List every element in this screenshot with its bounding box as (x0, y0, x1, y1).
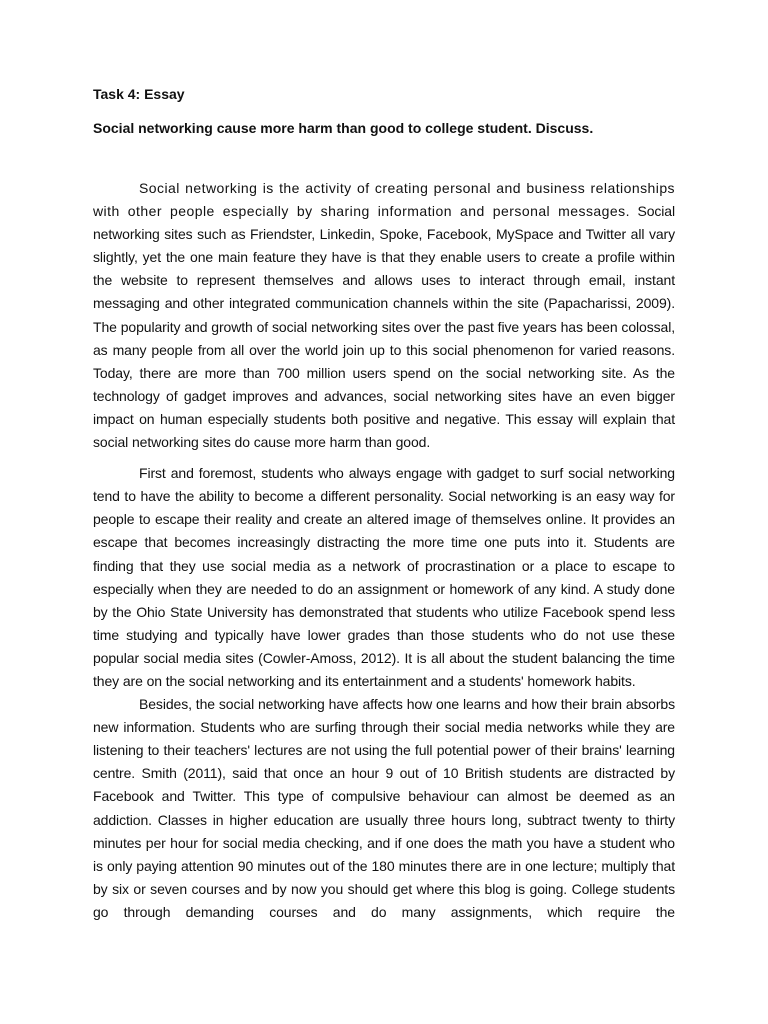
essay-paragraph-2: First and foremost, students who always engage with gadget to surf social networking tend to have the ability to become a different personality. Social networking is an easy way for people to escape their reality and create an altered image of themselves online. It provides an escape that becomes increasingly distracting the more time one puts into it. Students are finding that they use social media as a network of procrastination or a place to escape to especially when they are needed to do an assignment or homework of any kind. A study done by the Ohio State University has demonstrated that students who utilize Facebook spend less time studying and typically have lower grades than those students who do not use these popular social media sites (Cowler-Amoss, 2012). It is all about the student balancing the time they are on the social networking and its entertainment and a students' homework habits. (93, 465, 675, 689)
paragraph-1-lead: Social networking is the activity of creating personal and business relationships with other people especially by sharing information and personal messages. (93, 180, 675, 220)
task-label: Task 4: Essay (93, 86, 185, 102)
document-body (93, 84, 675, 924)
essay-paragraph-3: Besides, the social networking have affects how one learns and how their brain absorbs new information. Students who are surfing through their social media networks while they are listening to their teachers' lectures are not using the full potential power of their brains' learning centre. Smith (2011), said that once an hour 9 out of 10 British students are distracted by Facebook and Twitter. This type of compulsive behaviour can almost be deemed as an addiction. Classes in higher education are usually three hours long, subtract twenty to thirty minutes per hour for social media checking, and if one does the math you have a student who is only paying attention 90 minutes out of the 180 minutes there are in one lecture; multiply that by six or seven courses and by now you should get where this blog is going. College students go through demanding courses and do many assignments, which require the (93, 696, 675, 920)
essay-paragraph-1 (93, 177, 675, 454)
essay-question: Social networking cause more harm than good to college student. Discuss. (93, 120, 594, 136)
paragraph-1-text: Social networking sites such as Friendster, Linkedin, Spoke, Facebook, MySpace and Twitter all vary slightly, yet the one main feature they have is that they enable users to create a profile within the website to represent themselves and allows uses to interact through email, instant messaging and other integrated communication channels within the site (Papacharissi, 2009). The popularity and growth of social networking sites over the past five years has been colossal, as many people from all over the world join up to this social phenomenon for varied reasons. Today, there are more than 700 million users spend on the social networking site. As the technology of gadget improves and advances, social networking sites have an even bigger impact on human especially students both positive and negative. This essay will explain that social networking sites do cause more harm than good. (93, 203, 675, 451)
